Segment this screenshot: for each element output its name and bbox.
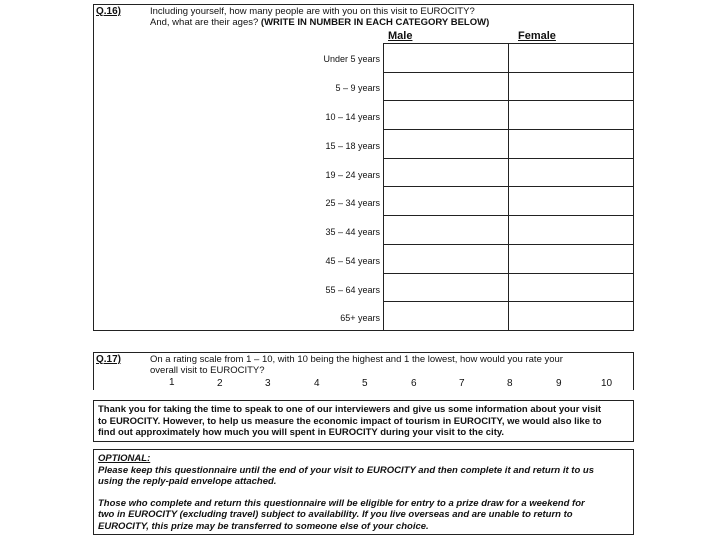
female-cell[interactable]	[509, 216, 634, 245]
age-label: 19 – 24 years	[325, 170, 380, 180]
male-cell[interactable]	[384, 72, 509, 101]
q16-number: Q.16)	[96, 6, 122, 17]
table-row	[384, 130, 634, 159]
male-cell[interactable]	[384, 187, 509, 216]
optional-p1-line2: using the reply-paid envelope attached.	[98, 476, 277, 487]
scale-option[interactable]: 1	[169, 377, 175, 388]
table-row	[384, 244, 634, 273]
q16-question-instruction: (WRITE IN NUMBER IN EACH CATEGORY BELOW)	[260, 17, 490, 28]
female-cell[interactable]	[509, 158, 634, 187]
q17-number: Q.17)	[96, 354, 122, 365]
optional-p2-line1: Those who complete and return this questionnaire will be eligible for entry to a prize draw for a weekend for	[98, 497, 585, 509]
male-cell[interactable]	[384, 44, 509, 73]
age-label: Under 5 years	[323, 54, 380, 64]
scale-option[interactable]: 7	[459, 378, 465, 389]
female-cell[interactable]	[509, 44, 634, 73]
male-cell[interactable]	[384, 216, 509, 245]
q16-question-line2-plain: And, what are their ages?	[150, 17, 261, 28]
scale-option[interactable]: 4	[314, 378, 320, 389]
q16-col-female: Female	[518, 30, 556, 42]
q17-question-line2: overall visit to EUROCITY?	[150, 365, 265, 376]
female-cell[interactable]	[509, 130, 634, 159]
female-cell[interactable]	[509, 244, 634, 273]
q16-section	[93, 4, 634, 331]
scale-option[interactable]: 8	[507, 378, 513, 389]
q16-question-line2	[150, 17, 630, 28]
optional-box	[93, 449, 634, 535]
male-cell[interactable]	[384, 302, 509, 331]
optional-p2-line3: EUROCITY, this prize may be transferred to someone else of your choice.	[98, 520, 429, 532]
optional-heading: OPTIONAL:	[98, 453, 151, 464]
q16-age-labels	[274, 43, 380, 331]
age-label: 15 – 18 years	[325, 141, 380, 151]
age-label: 45 – 54 years	[325, 256, 380, 266]
thank-you-line3: find out approximately how much you will spent in EUROCITY during your visit to the city.	[98, 427, 505, 438]
scale-option[interactable]: 10	[601, 378, 613, 389]
table-row	[384, 302, 634, 331]
age-label: 10 – 14 years	[325, 112, 380, 122]
table-row	[384, 187, 634, 216]
male-cell[interactable]	[384, 130, 509, 159]
table-row	[384, 101, 634, 130]
male-cell[interactable]	[384, 101, 509, 130]
scale-option[interactable]: 3	[265, 378, 271, 389]
table-row	[384, 72, 634, 101]
optional-spacer	[98, 488, 629, 498]
thank-you-line2: to EUROCITY. However, to help us measure the economic impact of tourism in EUROCITY, we would also like to	[98, 415, 602, 427]
q17-question	[150, 354, 630, 376]
female-cell[interactable]	[509, 187, 634, 216]
scale-option[interactable]: 2	[217, 378, 223, 389]
thank-you-box	[93, 400, 634, 442]
optional-p2-line2: two in EUROCITY (excluding travel) subject to availability. If you live overseas and are unable to return to	[98, 509, 573, 520]
q16-question	[150, 6, 630, 28]
age-label: 55 – 64 years	[325, 285, 380, 295]
q16-col-male: Male	[388, 30, 413, 42]
q17-question-line1: On a rating scale from 1 – 10, with 10 being the highest and 1 the lowest, how would you rate your	[150, 354, 563, 365]
optional-p1-line1: Please keep this questionnaire until the end of your visit to EUROCITY and then complete it and return it to us	[98, 464, 595, 476]
age-label: 25 – 34 years	[325, 198, 380, 208]
age-label: 35 – 44 years	[325, 227, 380, 237]
table-row	[384, 273, 634, 302]
scale-option[interactable]: 5	[362, 378, 368, 389]
female-cell[interactable]	[509, 273, 634, 302]
female-cell[interactable]	[509, 101, 634, 130]
thank-you-line1: Thank you for taking the time to speak to one of our interviewers and give us some information about your visit	[98, 404, 602, 415]
table-row	[384, 216, 634, 245]
q16-question-line1: Including yourself, how many people are with you on this visit to EUROCITY?	[150, 6, 475, 17]
table-row	[384, 44, 634, 73]
male-cell[interactable]	[384, 158, 509, 187]
scale-option[interactable]: 9	[556, 378, 562, 389]
age-label: 65+ years	[340, 313, 380, 323]
table-row	[384, 158, 634, 187]
age-label: 5 – 9 years	[335, 83, 380, 93]
female-cell[interactable]	[509, 72, 634, 101]
scale-option[interactable]: 6	[411, 378, 417, 389]
q16-answer-grid	[383, 43, 634, 331]
male-cell[interactable]	[384, 244, 509, 273]
female-cell[interactable]	[509, 302, 634, 331]
male-cell[interactable]	[384, 273, 509, 302]
